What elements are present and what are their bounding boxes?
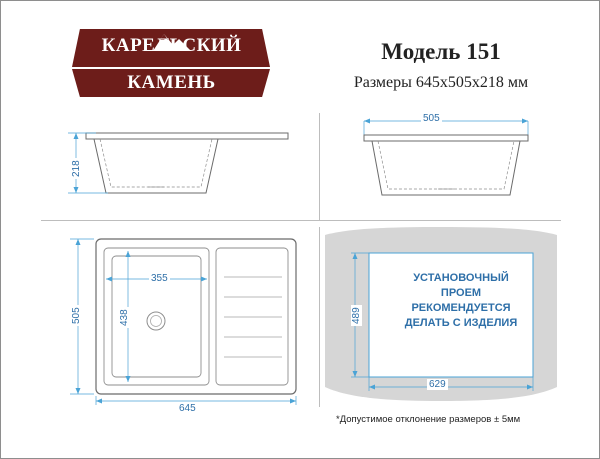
dim-bowl-height-438: 438 bbox=[119, 309, 130, 326]
dimensions-subtitle: Размеры 645х505х218 мм bbox=[353, 74, 529, 91]
side-section-view bbox=[346, 111, 546, 211]
top-view bbox=[56, 229, 311, 409]
dim-total-height-505: 505 bbox=[71, 307, 82, 324]
install-note-line-1: УСТАНОВОЧНЫЙ bbox=[413, 272, 509, 284]
dim-height-218: 218 bbox=[71, 160, 82, 177]
model-label: Модель bbox=[381, 39, 461, 64]
horizontal-divider bbox=[41, 220, 561, 221]
dim-cutout-width-629: 629 bbox=[429, 379, 446, 390]
tolerance-footnote: *Допустимое отклонение размеров ± 5мм bbox=[336, 414, 521, 425]
brand-line-1: КАРЕЛЬСКИЙ bbox=[101, 35, 242, 56]
install-note-line-2: ПРОЕМ bbox=[440, 287, 482, 299]
brand-logo bbox=[69, 27, 274, 99]
install-note-line-4: ДЕЛАТЬ С ИЗДЕЛИЯ bbox=[404, 317, 518, 329]
vertical-divider-bottom bbox=[319, 227, 320, 407]
vertical-divider-top bbox=[319, 113, 320, 220]
front-section-view bbox=[56, 121, 296, 211]
dim-cutout-height-489: 489 bbox=[351, 307, 362, 324]
dim-bowl-width-355: 355 bbox=[151, 273, 168, 284]
model-title bbox=[321, 39, 561, 65]
install-note bbox=[386, 271, 536, 331]
install-note-line-3: РЕКОМЕНДУЕТСЯ bbox=[411, 302, 511, 314]
dim-width-505: 505 bbox=[423, 113, 440, 124]
model-number: 151 bbox=[466, 39, 501, 64]
title-block bbox=[321, 39, 561, 92]
brand-line-2: КАМЕНЬ bbox=[127, 72, 216, 93]
dim-total-width-645: 645 bbox=[179, 403, 196, 414]
